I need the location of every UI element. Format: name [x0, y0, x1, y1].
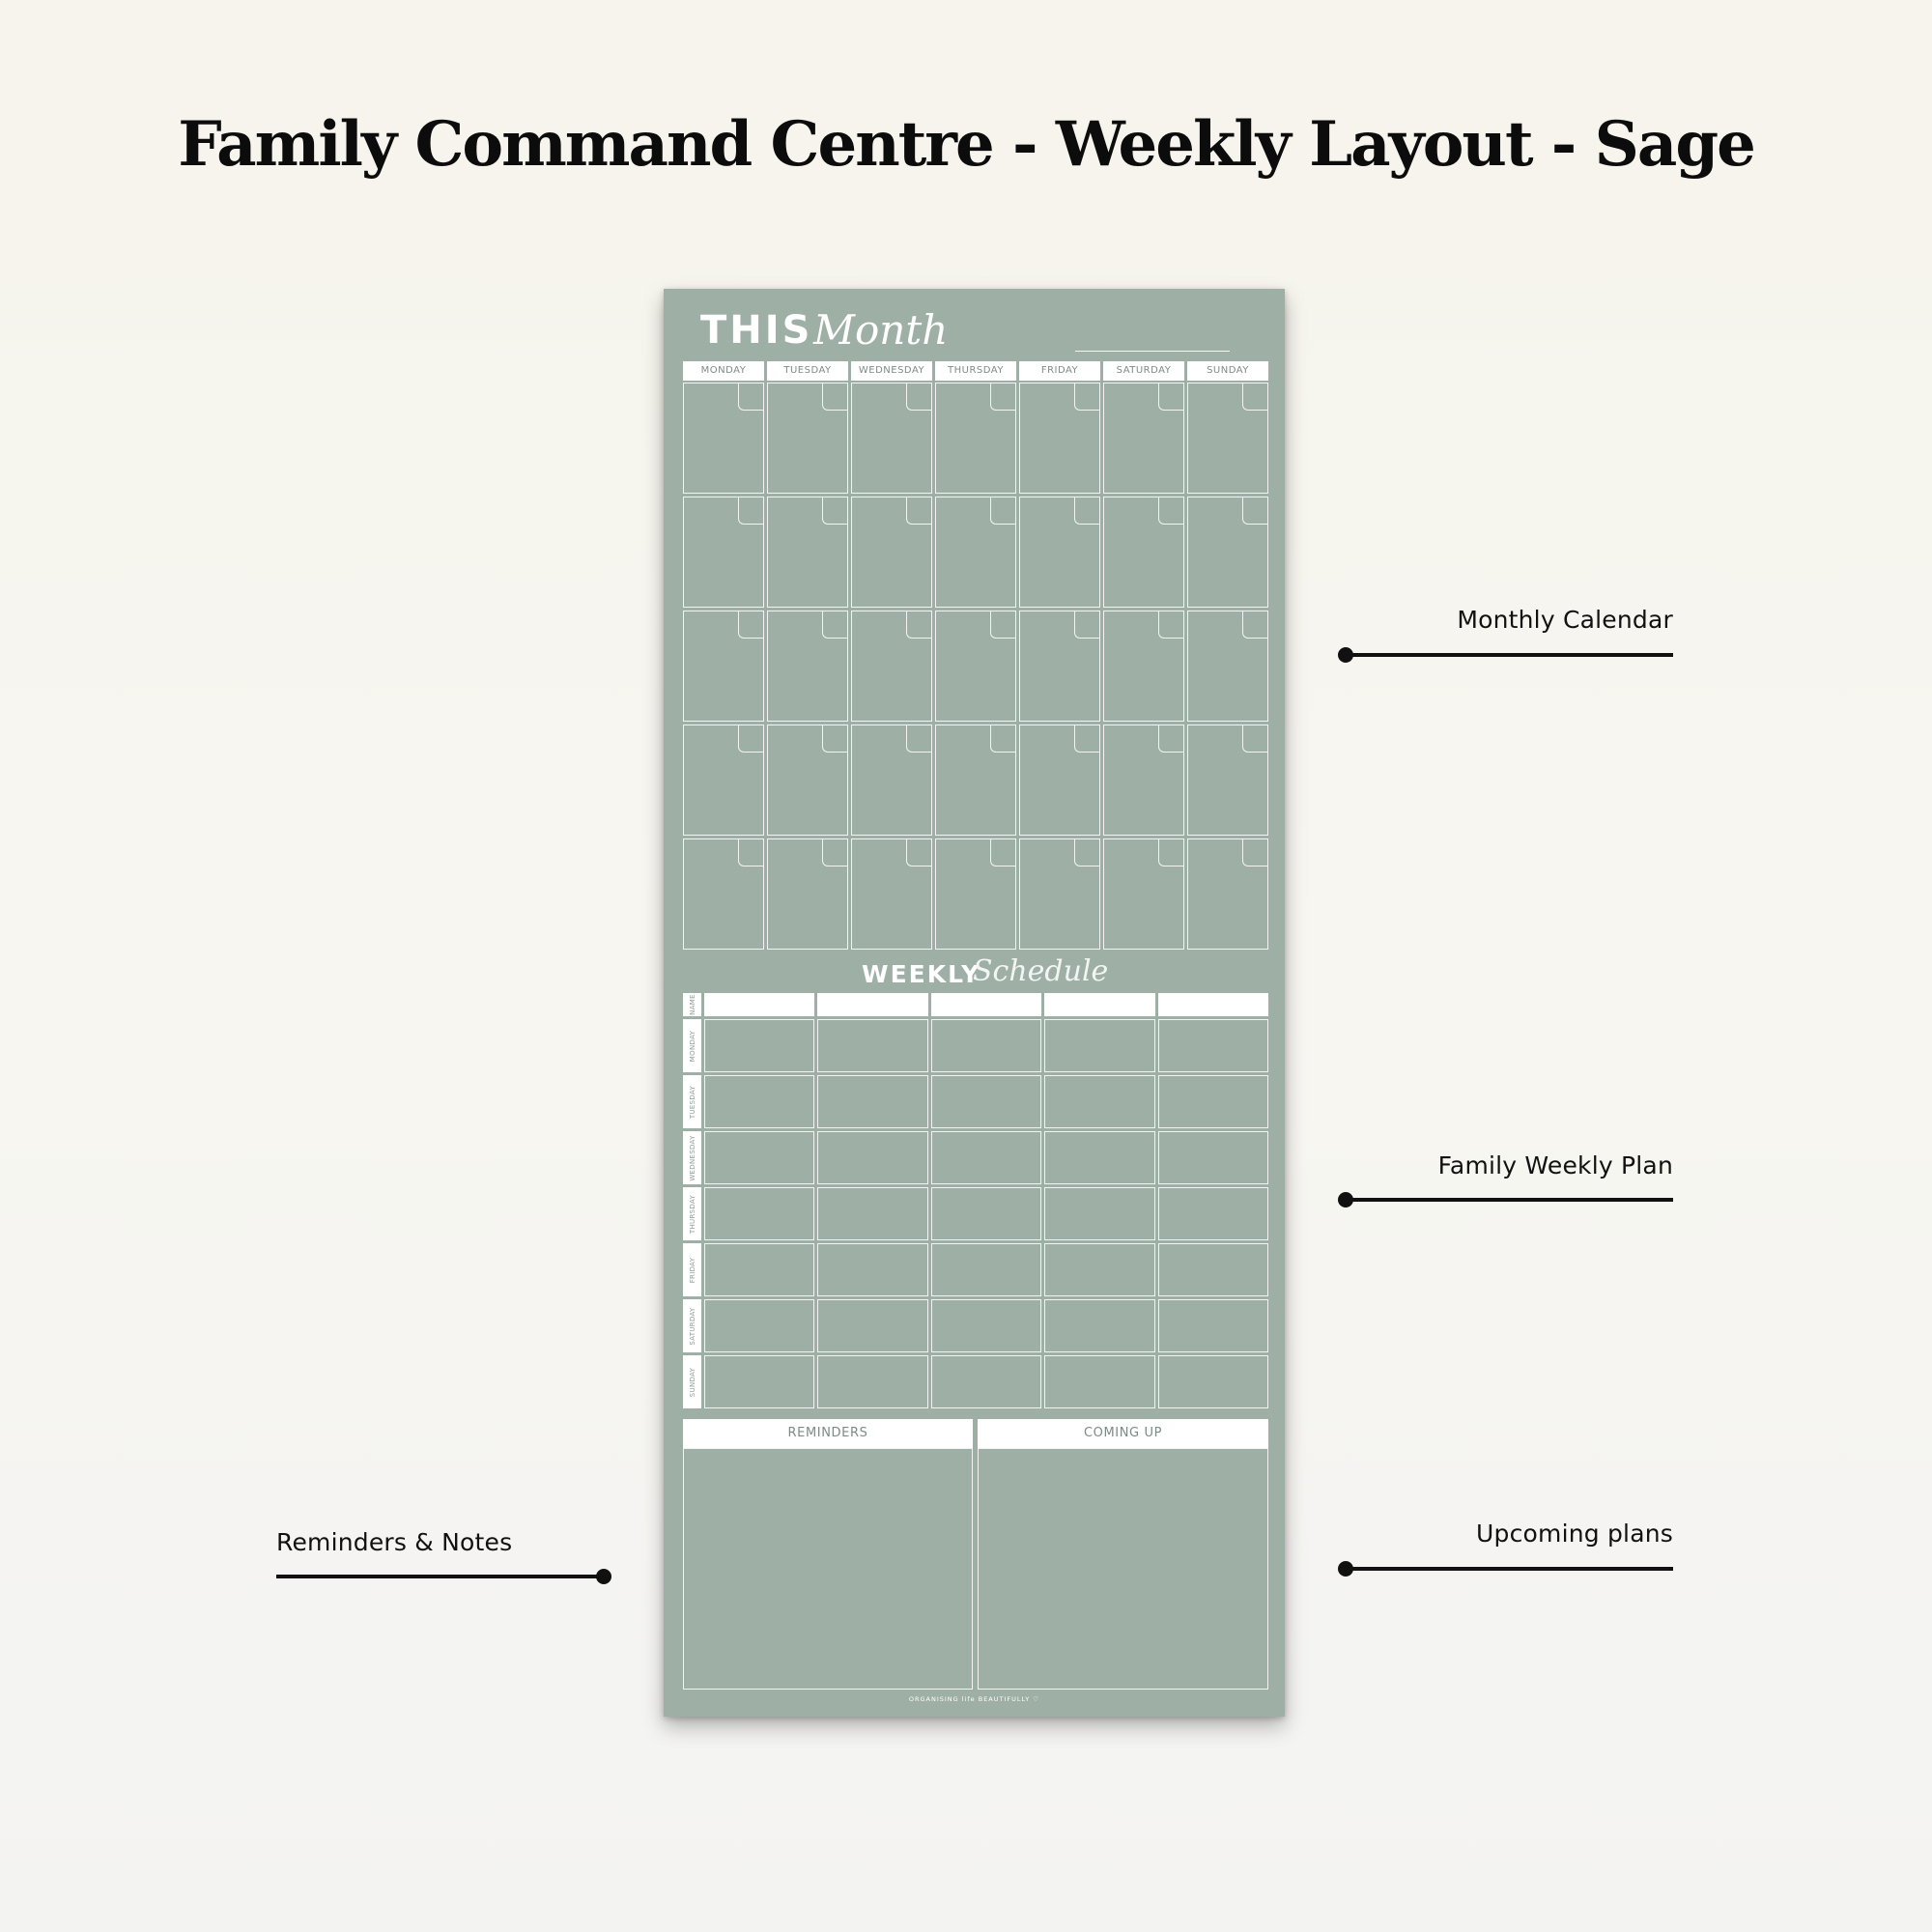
weekly-cell[interactable]	[1044, 1075, 1154, 1128]
month-heading-script: Month	[813, 306, 949, 354]
weekly-cell[interactable]	[817, 1131, 927, 1184]
date-number-tab	[1074, 725, 1099, 753]
brand-logo: ORGANISING life BEAUTIFULLY ♡	[908, 1695, 1040, 1703]
weekly-cell[interactable]	[1158, 1299, 1268, 1352]
weekly-day-label: MONDAY	[683, 1019, 701, 1072]
weekly-cell[interactable]	[931, 1075, 1041, 1128]
weekly-cell[interactable]	[817, 1355, 927, 1408]
weekly-cell[interactable]	[704, 1243, 814, 1296]
weekly-day-label: SATURDAY	[683, 1299, 701, 1352]
callout-weekly-label: Family Weekly Plan	[1437, 1151, 1673, 1179]
weekly-cell[interactable]	[704, 1131, 814, 1184]
date-number-tab	[1242, 611, 1267, 639]
callout-monthly-line	[1346, 653, 1673, 657]
weekly-cell[interactable]	[817, 1019, 927, 1072]
weekly-cell[interactable]	[704, 1075, 814, 1128]
day-header-friday: FRIDAY	[1019, 361, 1100, 381]
date-number-tab	[822, 839, 847, 867]
day-header-saturday: SATURDAY	[1103, 361, 1184, 381]
weekly-name-cell[interactable]	[931, 993, 1041, 1016]
weekly-heading-bold: WEEKLY	[862, 960, 981, 988]
weekly-cell[interactable]	[1158, 1355, 1268, 1408]
month-day-cell[interactable]	[683, 497, 764, 608]
weekly-cell[interactable]	[931, 1019, 1041, 1072]
day-header-sunday: SUNDAY	[1187, 361, 1268, 381]
callout-monthly-label: Monthly Calendar	[1457, 606, 1673, 634]
weekly-day-label: SUNDAY	[683, 1355, 701, 1408]
date-number-tab	[822, 611, 847, 639]
month-day-cell[interactable]	[851, 838, 932, 950]
date-number-tab	[738, 384, 763, 411]
month-day-cell[interactable]	[767, 838, 848, 950]
month-day-cell[interactable]	[683, 724, 764, 836]
month-day-cell[interactable]	[1019, 838, 1100, 950]
weekly-cell[interactable]	[931, 1355, 1041, 1408]
weekly-name-cell[interactable]	[817, 993, 927, 1016]
date-number-tab	[1242, 839, 1267, 867]
month-day-cell[interactable]	[1187, 383, 1268, 494]
callout-upcoming-label: Upcoming plans	[1476, 1520, 1673, 1548]
month-day-cell[interactable]	[767, 383, 848, 494]
weekly-cell[interactable]	[931, 1187, 1041, 1240]
date-number-tab	[1074, 839, 1099, 867]
date-number-tab	[990, 384, 1015, 411]
month-day-cell[interactable]	[1019, 724, 1100, 836]
month-day-cell[interactable]	[683, 383, 764, 494]
month-day-cell[interactable]	[767, 724, 848, 836]
day-header-wednesday: WEDNESDAY	[851, 361, 932, 381]
date-number-tab	[990, 497, 1015, 525]
date-number-tab	[1242, 725, 1267, 753]
date-number-tab	[738, 839, 763, 867]
date-number-tab	[1242, 384, 1267, 411]
month-day-cell[interactable]	[1187, 838, 1268, 950]
callout-upcoming-line	[1346, 1567, 1673, 1571]
month-day-cell[interactable]	[1103, 724, 1184, 836]
reminders-box[interactable]	[683, 1448, 973, 1690]
month-day-headers	[683, 361, 1268, 381]
day-header-tuesday: TUESDAY	[767, 361, 848, 381]
weekly-cell[interactable]	[1044, 1299, 1154, 1352]
callout-reminders-dot	[596, 1569, 611, 1584]
month-day-cell[interactable]	[1103, 838, 1184, 950]
callout-weekly-line	[1346, 1198, 1673, 1202]
day-header-thursday: THURSDAY	[935, 361, 1016, 381]
month-day-cell[interactable]	[1019, 497, 1100, 608]
date-number-tab	[1074, 384, 1099, 411]
month-day-cell[interactable]	[1187, 724, 1268, 836]
callout-reminders-label: Reminders & Notes	[276, 1528, 513, 1556]
month-day-cell[interactable]	[767, 611, 848, 722]
weekly-cell[interactable]	[817, 1075, 927, 1128]
month-day-cell[interactable]	[1103, 611, 1184, 722]
weekly-cell[interactable]	[1044, 1187, 1154, 1240]
month-day-cell[interactable]	[1019, 383, 1100, 494]
weekly-cell[interactable]	[704, 1019, 814, 1072]
weekly-cell[interactable]	[931, 1243, 1041, 1296]
month-day-cell[interactable]	[683, 611, 764, 722]
weekly-cell[interactable]	[817, 1187, 927, 1240]
month-day-cell[interactable]	[1019, 611, 1100, 722]
date-number-tab	[1158, 384, 1183, 411]
date-number-tab	[1158, 611, 1183, 639]
weekly-cell[interactable]	[1044, 1019, 1154, 1072]
month-day-cell[interactable]	[935, 383, 1016, 494]
date-number-tab	[990, 839, 1015, 867]
weekly-name-cell[interactable]	[1044, 993, 1154, 1016]
weekly-cell[interactable]	[1158, 1131, 1268, 1184]
month-day-cell[interactable]	[935, 838, 1016, 950]
date-number-tab	[906, 725, 931, 753]
date-number-tab	[1158, 725, 1183, 753]
reminders-header: REMINDERS	[683, 1419, 973, 1448]
coming-up-box[interactable]	[978, 1448, 1268, 1690]
weekly-cell[interactable]	[1158, 1243, 1268, 1296]
month-day-cell[interactable]	[851, 383, 932, 494]
weekly-day-label: FRIDAY	[683, 1243, 701, 1296]
date-number-tab	[906, 839, 931, 867]
date-number-tab	[906, 497, 931, 525]
month-day-cell[interactable]	[1187, 497, 1268, 608]
weekly-day-label: WEDNESDAY	[683, 1131, 701, 1184]
month-day-cell[interactable]	[1103, 497, 1184, 608]
month-day-cell[interactable]	[851, 611, 932, 722]
weekly-cell[interactable]	[1158, 1187, 1268, 1240]
date-number-tab	[738, 611, 763, 639]
weekly-schedule-grid	[683, 993, 1268, 1408]
month-calendar-grid	[683, 383, 1268, 950]
weekly-cell[interactable]	[1044, 1355, 1154, 1408]
date-number-tab	[1158, 839, 1183, 867]
month-heading-bold: THIS	[700, 308, 813, 353]
weekly-name-cell[interactable]	[1158, 993, 1268, 1016]
month-day-cell[interactable]	[935, 724, 1016, 836]
month-day-cell[interactable]	[767, 497, 848, 608]
month-day-cell[interactable]	[1187, 611, 1268, 722]
day-header-monday: MONDAY	[683, 361, 764, 381]
month-day-cell[interactable]	[1103, 383, 1184, 494]
date-number-tab	[1074, 611, 1099, 639]
month-day-cell[interactable]	[851, 497, 932, 608]
callout-reminders-line	[276, 1575, 604, 1578]
weekly-cell[interactable]	[817, 1299, 927, 1352]
date-number-tab	[822, 497, 847, 525]
date-number-tab	[990, 725, 1015, 753]
weekly-day-label: THURSDAY	[683, 1187, 701, 1240]
weekly-day-label: TUESDAY	[683, 1075, 701, 1128]
planner-board	[664, 289, 1285, 1717]
weekly-cell[interactable]	[931, 1131, 1041, 1184]
weekly-cell[interactable]	[704, 1355, 814, 1408]
date-number-tab	[990, 611, 1015, 639]
weekly-cell[interactable]	[704, 1187, 814, 1240]
date-number-tab	[906, 384, 931, 411]
weekly-cell[interactable]	[1158, 1075, 1268, 1128]
weekly-cell[interactable]	[1044, 1243, 1154, 1296]
date-number-tab	[738, 497, 763, 525]
date-number-tab	[822, 384, 847, 411]
date-number-tab	[822, 725, 847, 753]
date-number-tab	[906, 611, 931, 639]
weekly-cell[interactable]	[1044, 1131, 1154, 1184]
weekly-heading-script: Schedule	[973, 954, 1109, 988]
weekly-cell[interactable]	[817, 1243, 927, 1296]
weekly-name-label: NAME	[683, 993, 701, 1016]
month-day-cell[interactable]	[683, 838, 764, 950]
weekly-cell[interactable]	[931, 1299, 1041, 1352]
coming-up-header: COMING UP	[978, 1419, 1268, 1448]
page-title: Family Command Centre - Weekly Layout - Sage	[178, 108, 1754, 181]
month-day-cell[interactable]	[935, 497, 1016, 608]
date-number-tab	[1074, 497, 1099, 525]
month-day-cell[interactable]	[851, 724, 932, 836]
weekly-name-cell[interactable]	[704, 993, 814, 1016]
weekly-cell[interactable]	[704, 1299, 814, 1352]
date-number-tab	[1242, 497, 1267, 525]
date-number-tab	[1158, 497, 1183, 525]
weekly-cell[interactable]	[1158, 1019, 1268, 1072]
month-day-cell[interactable]	[935, 611, 1016, 722]
date-number-tab	[738, 725, 763, 753]
month-name-line	[1075, 351, 1230, 352]
